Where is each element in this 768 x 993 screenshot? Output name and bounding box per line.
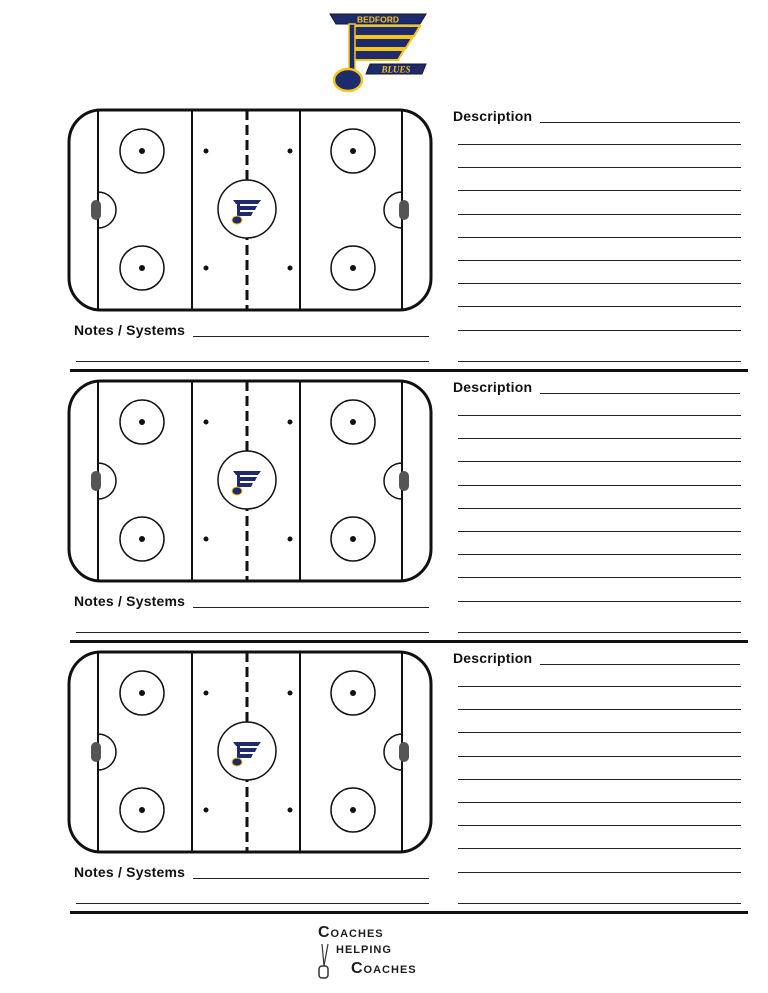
description-line[interactable] (458, 531, 741, 532)
description-line[interactable] (540, 122, 740, 123)
description-line[interactable] (458, 802, 741, 803)
description-line[interactable] (458, 214, 741, 215)
description-line[interactable] (458, 144, 741, 145)
description-line[interactable] (458, 554, 741, 555)
description-label: Description (453, 379, 533, 395)
description-line[interactable] (458, 779, 741, 780)
description-line[interactable] (458, 306, 741, 307)
drill-section-2 (0, 379, 768, 650)
description-line[interactable] (458, 577, 741, 578)
description-line[interactable] (458, 601, 741, 602)
drill-section-3 (0, 650, 768, 921)
section-divider (70, 640, 748, 643)
description-label: Description (453, 108, 533, 124)
notes-line[interactable] (76, 361, 429, 362)
description-line[interactable] (458, 190, 741, 191)
description-line[interactable] (458, 732, 741, 733)
logo-text-top: BEDFORD (356, 14, 400, 25)
description-line[interactable] (458, 461, 741, 462)
description-line[interactable] (458, 330, 741, 331)
notes-systems-label: Notes / Systems (74, 322, 186, 338)
coaches-helping-coaches-logo (314, 924, 454, 984)
hockey-rink-diagram (67, 650, 433, 854)
description-line[interactable] (540, 664, 740, 665)
description-line[interactable] (458, 872, 741, 873)
whistle-icon (316, 942, 332, 982)
section-divider (70, 911, 748, 914)
footer-line-2: HELPING (336, 944, 392, 956)
description-line[interactable] (458, 415, 741, 416)
footer-line-1: Coaches (318, 924, 384, 941)
description-line[interactable] (458, 848, 741, 849)
bedford-blues-logo (322, 8, 434, 98)
description-line[interactable] (458, 260, 741, 261)
drill-section-1 (0, 108, 768, 379)
notes-systems-label: Notes / Systems (74, 864, 186, 880)
notes-systems-label: Notes / Systems (74, 593, 186, 609)
hockey-rink-diagram (67, 379, 433, 583)
description-line[interactable] (458, 686, 741, 687)
notes-line[interactable] (193, 878, 429, 879)
description-line[interactable] (540, 393, 740, 394)
description-line[interactable] (458, 709, 741, 710)
description-line[interactable] (458, 283, 741, 284)
notes-line[interactable] (76, 632, 429, 633)
description-label: Description (453, 650, 533, 666)
notes-line[interactable] (193, 336, 429, 337)
description-line[interactable] (458, 508, 741, 509)
notes-line[interactable] (76, 903, 429, 904)
logo-text-bottom: BLUES (381, 64, 411, 75)
notes-line[interactable] (193, 607, 429, 608)
hockey-rink-diagram (67, 108, 433, 312)
description-line[interactable] (458, 756, 741, 757)
description-line[interactable] (458, 438, 741, 439)
description-line[interactable] (458, 485, 741, 486)
description-line[interactable] (458, 632, 741, 633)
description-line[interactable] (458, 903, 741, 904)
section-divider (70, 369, 748, 372)
description-line[interactable] (458, 825, 741, 826)
description-line[interactable] (458, 361, 741, 362)
description-line[interactable] (458, 167, 741, 168)
footer-line-3: Coaches (351, 960, 417, 977)
description-line[interactable] (458, 237, 741, 238)
